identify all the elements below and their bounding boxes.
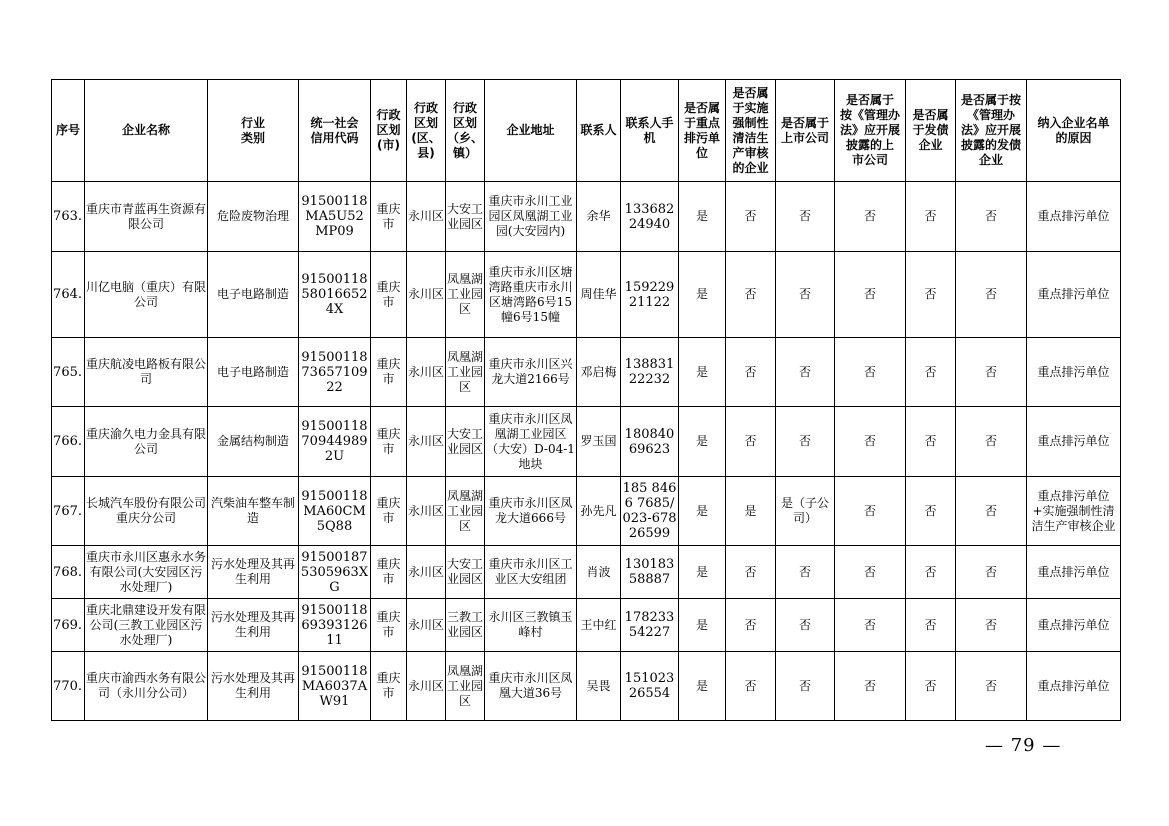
reason-cell: 重点排污单位 <box>1027 546 1121 599</box>
reason-cell: 重点排污单位 <box>1027 182 1121 252</box>
district-cell: 永川区 <box>407 477 446 546</box>
phone-cell: 15102326554 <box>621 652 679 721</box>
bond-disclose-cell: 否 <box>956 599 1027 652</box>
clean-audit-cell: 否 <box>726 407 776 477</box>
listed-cell: 否 <box>776 546 835 599</box>
company-name-cell: 重庆渝久电力金具有限公司 <box>85 407 208 477</box>
header-bond-disclose: 是否属于按 《管理办 法》应开展 披露的发债 企业 <box>956 80 1027 182</box>
header-clean-audit: 是否属 于实施 强制性 清洁生 产审核 的企业 <box>726 80 776 182</box>
company-name-cell: 重庆北鼎建设开发有限公司(三教工业园区污水处理厂) <box>85 599 208 652</box>
town-cell: 凤凰湖工业园区 <box>446 252 485 338</box>
city-cell: 重庆市 <box>371 477 407 546</box>
address-cell: 重庆市永川区凤凰湖工业园区（大安）D-04-1 地块 <box>485 407 577 477</box>
listed-cell: 是（子公司） <box>776 477 835 546</box>
table-header-row <box>52 80 1121 182</box>
industry-cell: 污水处理及其再生利用 <box>208 652 299 721</box>
town-cell: 大安工业园区 <box>446 407 485 477</box>
bond-cell: 否 <box>906 338 956 407</box>
city-cell: 重庆市 <box>371 546 407 599</box>
company-name-cell: 重庆市渝西水务有限公司（永川分公司） <box>85 652 208 721</box>
listed-disclose-cell: 否 <box>835 477 906 546</box>
table-row <box>52 252 1121 338</box>
bond-disclose-cell: 否 <box>956 338 1027 407</box>
listed-disclose-cell: 否 <box>835 252 906 338</box>
listed-cell: 否 <box>776 252 835 338</box>
table-row <box>52 338 1121 407</box>
district-cell: 永川区 <box>407 652 446 721</box>
phone-cell: 13883122232 <box>621 338 679 407</box>
clean-audit-cell: 否 <box>726 652 776 721</box>
clean-audit-cell: 否 <box>726 338 776 407</box>
clean-audit-cell: 否 <box>726 599 776 652</box>
credit-code-cell: 91500118580166524X <box>299 252 371 338</box>
contact-cell: 吴畏 <box>577 652 621 721</box>
company-name-cell: 重庆航凌电路板有限公司 <box>85 338 208 407</box>
seq-cell: 767. <box>52 477 85 546</box>
reason-cell: 重点排污单位 <box>1027 599 1121 652</box>
clean-audit-cell: 否 <box>726 182 776 252</box>
key-polluter-cell: 是 <box>679 252 726 338</box>
company-name-cell: 川亿电脑（重庆）有限公司 <box>85 252 208 338</box>
credit-code-cell: 915001875305963XG <box>299 546 371 599</box>
key-polluter-cell: 是 <box>679 338 726 407</box>
address-cell: 重庆市永川区凤龙大道666号 <box>485 477 577 546</box>
key-polluter-cell: 是 <box>679 546 726 599</box>
contact-cell: 王中红 <box>577 599 621 652</box>
city-cell: 重庆市 <box>371 599 407 652</box>
seq-cell: 765. <box>52 338 85 407</box>
listed-disclose-cell: 否 <box>835 338 906 407</box>
header-phone: 联系人手 机 <box>621 80 679 182</box>
phone-cell: 13368224940 <box>621 182 679 252</box>
contact-cell: 余华 <box>577 182 621 252</box>
seq-cell: 764. <box>52 252 85 338</box>
phone-cell: 13018358887 <box>621 546 679 599</box>
address-cell: 永川区三教镇玉峰村 <box>485 599 577 652</box>
header-city: 行政 区划 (市) <box>371 80 407 182</box>
phone-cell: 18084069623 <box>621 407 679 477</box>
contact-cell: 孙先凡 <box>577 477 621 546</box>
table-row <box>52 546 1121 599</box>
listed-disclose-cell: 否 <box>835 652 906 721</box>
header-contact: 联系人 <box>577 80 621 182</box>
contact-cell: 邓启梅 <box>577 338 621 407</box>
bond-disclose-cell: 否 <box>956 407 1027 477</box>
clean-audit-cell: 是 <box>726 477 776 546</box>
address-cell: 重庆市永川区兴龙大道2166号 <box>485 338 577 407</box>
industry-cell: 电子电路制造 <box>208 252 299 338</box>
industry-cell: 危险废物治理 <box>208 182 299 252</box>
industry-cell: 污水处理及其再生利用 <box>208 546 299 599</box>
credit-code-cell: 91500118MA60CM5Q88 <box>299 477 371 546</box>
bond-disclose-cell: 否 <box>956 252 1027 338</box>
reason-cell: 重点排污单位 <box>1027 252 1121 338</box>
reason-cell: 重点排污单位+实施强制性清洁生产审核企业 <box>1027 477 1121 546</box>
table-row <box>52 599 1121 652</box>
enterprise-table <box>51 79 1121 721</box>
phone-cell: 185 8466 7685/023-67826599 <box>621 477 679 546</box>
credit-code-cell: 91500118709449892U <box>299 407 371 477</box>
bond-cell: 否 <box>906 407 956 477</box>
credit-code-cell: 915001187365710922 <box>299 338 371 407</box>
city-cell: 重庆市 <box>371 652 407 721</box>
district-cell: 永川区 <box>407 182 446 252</box>
company-name-cell: 重庆市永川区惠永水务有限公司(大安园区污水处理厂) <box>85 546 208 599</box>
town-cell: 三教工业园区 <box>446 599 485 652</box>
key-polluter-cell: 是 <box>679 599 726 652</box>
address-cell: 重庆市永川区凤凰大道36号 <box>485 652 577 721</box>
address-cell: 重庆市永川区塘湾路重庆市永川区塘湾路6号15幢6号15幢 <box>485 252 577 338</box>
header-industry: 行业 类别 <box>208 80 299 182</box>
contact-cell: 肖波 <box>577 546 621 599</box>
contact-cell: 罗玉国 <box>577 407 621 477</box>
header-listed-disclose: 是否属于 按《管理办 法》应开展 披露的上 市公司 <box>835 80 906 182</box>
bond-disclose-cell: 否 <box>956 546 1027 599</box>
bond-disclose-cell: 否 <box>956 652 1027 721</box>
listed-disclose-cell: 否 <box>835 599 906 652</box>
company-name-cell: 长城汽车股份有限公司重庆分公司 <box>85 477 208 546</box>
key-polluter-cell: 是 <box>679 477 726 546</box>
header-key-polluter: 是否属 于重点 排污单 位 <box>679 80 726 182</box>
bond-cell: 否 <box>906 599 956 652</box>
table-row <box>52 652 1121 721</box>
industry-cell: 污水处理及其再生利用 <box>208 599 299 652</box>
header-bond: 是否属 于发债 企业 <box>906 80 956 182</box>
town-cell: 大安工业园区 <box>446 182 485 252</box>
bond-disclose-cell: 否 <box>956 477 1027 546</box>
header-address: 企业地址 <box>485 80 577 182</box>
header-reason: 纳入企业名单 的原因 <box>1027 80 1121 182</box>
key-polluter-cell: 是 <box>679 652 726 721</box>
district-cell: 永川区 <box>407 338 446 407</box>
credit-code-cell: 91500118MA6037AW91 <box>299 652 371 721</box>
address-cell: 重庆市永川区工业区大安组团 <box>485 546 577 599</box>
seq-cell: 768. <box>52 546 85 599</box>
town-cell: 大安工业园区 <box>446 546 485 599</box>
city-cell: 重庆市 <box>371 182 407 252</box>
listed-disclose-cell: 否 <box>835 407 906 477</box>
table-row <box>52 182 1121 252</box>
bond-disclose-cell: 否 <box>956 182 1027 252</box>
reason-cell: 重点排污单位 <box>1027 407 1121 477</box>
table-row <box>52 407 1121 477</box>
bond-cell: 否 <box>906 182 956 252</box>
key-polluter-cell: 是 <box>679 182 726 252</box>
credit-code-cell: 91500118MA5U52MP09 <box>299 182 371 252</box>
listed-cell: 否 <box>776 182 835 252</box>
header-listed: 是否属于 上市公司 <box>776 80 835 182</box>
city-cell: 重庆市 <box>371 338 407 407</box>
phone-cell: 17823354227 <box>621 599 679 652</box>
header-district: 行政 区划 (区、 县) <box>407 80 446 182</box>
seq-cell: 766. <box>52 407 85 477</box>
city-cell: 重庆市 <box>371 252 407 338</box>
listed-disclose-cell: 否 <box>835 546 906 599</box>
reason-cell: 重点排污单位 <box>1027 652 1121 721</box>
credit-code-cell: 915001186939312611 <box>299 599 371 652</box>
header-town: 行政 区划 （乡、 镇） <box>446 80 485 182</box>
city-cell: 重庆市 <box>371 407 407 477</box>
page-number: — 79 — <box>985 735 1062 756</box>
industry-cell: 汽柴油车整车制造 <box>208 477 299 546</box>
industry-cell: 电子电路制造 <box>208 338 299 407</box>
town-cell: 凤凰湖工业园区 <box>446 477 485 546</box>
listed-cell: 否 <box>776 599 835 652</box>
seq-cell: 769. <box>52 599 85 652</box>
seq-cell: 763. <box>52 182 85 252</box>
town-cell: 凤凰湖工业园区 <box>446 652 485 721</box>
district-cell: 永川区 <box>407 599 446 652</box>
district-cell: 永川区 <box>407 252 446 338</box>
clean-audit-cell: 否 <box>726 252 776 338</box>
bond-cell: 否 <box>906 652 956 721</box>
listed-cell: 否 <box>776 407 835 477</box>
clean-audit-cell: 否 <box>726 546 776 599</box>
table-row <box>52 477 1121 546</box>
industry-cell: 金属结构制造 <box>208 407 299 477</box>
phone-cell: 15922921122 <box>621 252 679 338</box>
district-cell: 永川区 <box>407 546 446 599</box>
bond-cell: 否 <box>906 477 956 546</box>
key-polluter-cell: 是 <box>679 407 726 477</box>
address-cell: 重庆市永川工业园区凤凰湖工业园(大安园内) <box>485 182 577 252</box>
bond-cell: 否 <box>906 546 956 599</box>
contact-cell: 周佳华 <box>577 252 621 338</box>
seq-cell: 770. <box>52 652 85 721</box>
district-cell: 永川区 <box>407 407 446 477</box>
listed-cell: 否 <box>776 652 835 721</box>
company-name-cell: 重庆市青蓝再生资源有限公司 <box>85 182 208 252</box>
listed-cell: 否 <box>776 338 835 407</box>
header-seq: 序号 <box>52 80 85 182</box>
bond-cell: 否 <box>906 252 956 338</box>
reason-cell: 重点排污单位 <box>1027 338 1121 407</box>
header-company-name: 企业名称 <box>85 80 208 182</box>
listed-disclose-cell: 否 <box>835 182 906 252</box>
town-cell: 凤凰湖工业园区 <box>446 338 485 407</box>
header-credit-code: 统一社会 信用代码 <box>299 80 371 182</box>
